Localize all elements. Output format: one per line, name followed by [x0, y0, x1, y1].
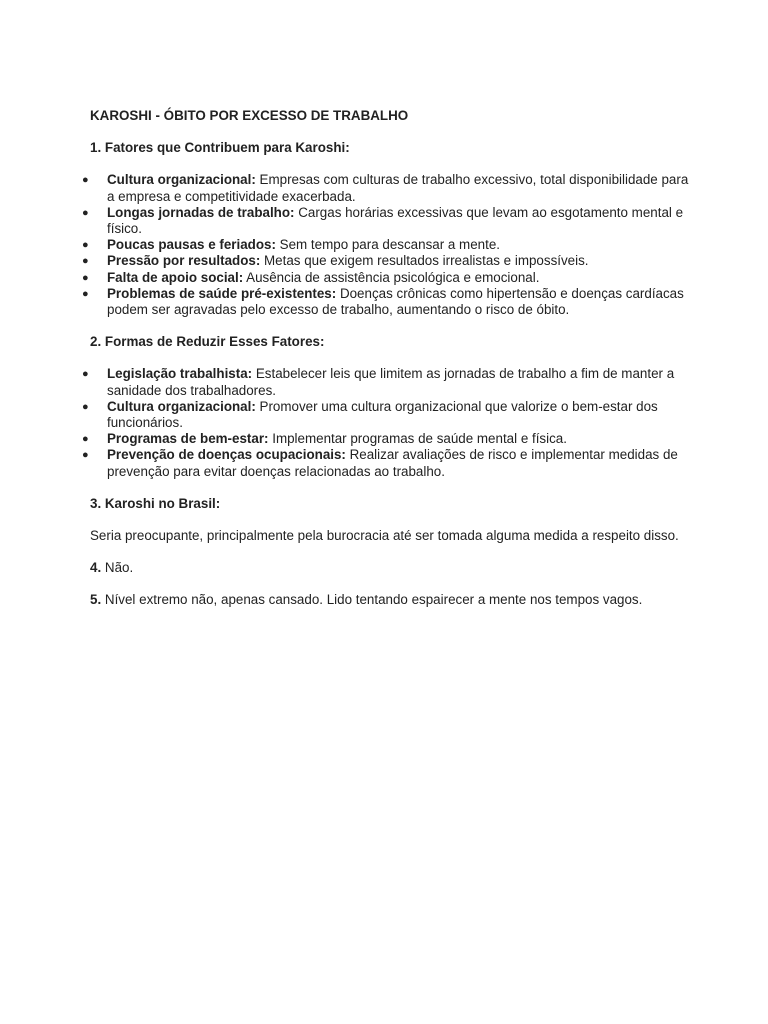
list-item-term: Prevenção de doenças ocupacionais: [107, 447, 346, 463]
list-item [82, 269, 690, 286]
reduction-list [82, 366, 690, 479]
list-item-term: Cultura organizacional: [107, 398, 256, 414]
list-item [82, 204, 690, 237]
section-heading-reduction: 2. Formas de Reduzir Esses Fatores: [90, 334, 325, 350]
brazil-paragraph: Seria preocupante, principalmente pela burocracia até ser tomada alguma medida a respeito disso. [90, 528, 679, 544]
bullet-icon: ● [82, 239, 89, 252]
list-item [82, 431, 690, 447]
list-item-term: Poucas pausas e feriados: [107, 237, 276, 253]
bullet-icon: ● [82, 255, 89, 268]
list-item-term: Pressão por resultados: [107, 253, 261, 269]
answer-number: 5. [90, 592, 102, 608]
list-item-text: Doenças crônicas como hipertensão e doenças cardíacas podem ser agravadas pelo excesso de trabalho, aumentando o risco de óbito. [107, 285, 684, 318]
bullet-icon: ● [82, 271, 89, 284]
list-item-term: Problemas de saúde pré-existentes: [107, 285, 337, 301]
answer-4 [90, 560, 690, 576]
list-item-term: Falta de apoio social: [107, 269, 244, 285]
list-item-text: Sem tempo para descansar a mente. [275, 237, 500, 253]
bullet-icon: ● [82, 400, 89, 413]
section-heading-brazil: 3. Karoshi no Brasil: [90, 495, 221, 511]
bullet-icon: ● [82, 206, 89, 219]
list-item [82, 237, 690, 253]
list-item-text: Metas que exigem resultados irrealistas e impossíveis. [260, 253, 589, 269]
list-item-text: Implementar programas de saúde mental e física. [268, 431, 567, 447]
list-item [82, 172, 690, 204]
list-item-text: Estabelecer leis que limitem as jornadas de trabalho a fim de manter a sanidade dos trabalhadores. [107, 366, 675, 398]
answer-text: Nível extremo não, apenas cansado. Lido tentando espairecer a mente nos tempos vagos. [101, 592, 643, 608]
list-item-term: Legislação trabalhista: [107, 366, 253, 382]
list-item-text: Empresas com culturas de trabalho excessivo, total disponibilidade para a empresa e competitividade exacerbada. [107, 172, 689, 204]
list-item-text: Promover uma cultura organizacional que valorize o bem-estar dos funcionários. [107, 398, 658, 431]
list-item [82, 398, 690, 431]
list-item-term: Cultura organizacional: [107, 172, 256, 188]
list-item-term: Programas de bem-estar: [107, 431, 269, 447]
answer-5 [90, 592, 690, 608]
list-item-text: Realizar avaliações de risco e implementar medidas de prevenção para evitar doenças relacionadas ao trabalho. [107, 447, 678, 479]
bullet-icon: ● [82, 368, 89, 381]
bullet-icon: ● [82, 174, 89, 187]
list-item [82, 447, 690, 479]
bullet-icon: ● [82, 449, 89, 462]
list-item [82, 253, 690, 269]
section-heading-factors: 1. Fatores que Contribuem para Karoshi: [90, 140, 350, 156]
factors-list [82, 172, 690, 318]
list-item-text: Cargas horárias excessivas que levam ao esgotamento mental e físico. [107, 204, 684, 237]
list-item-term: Longas jornadas de trabalho: [107, 204, 295, 220]
list-item-text: Ausência de assistência psicológica e emocional. [243, 269, 540, 285]
bullet-icon: ● [82, 433, 89, 446]
list-item [82, 366, 690, 398]
answer-text: Não. [101, 560, 134, 576]
answer-number: 4. [90, 560, 102, 576]
list-item [82, 285, 690, 318]
document-body [82, 108, 690, 625]
document-title: KAROSHI - ÓBITO POR EXCESSO DE TRABALHO [90, 108, 409, 123]
bullet-icon: ● [82, 287, 89, 300]
